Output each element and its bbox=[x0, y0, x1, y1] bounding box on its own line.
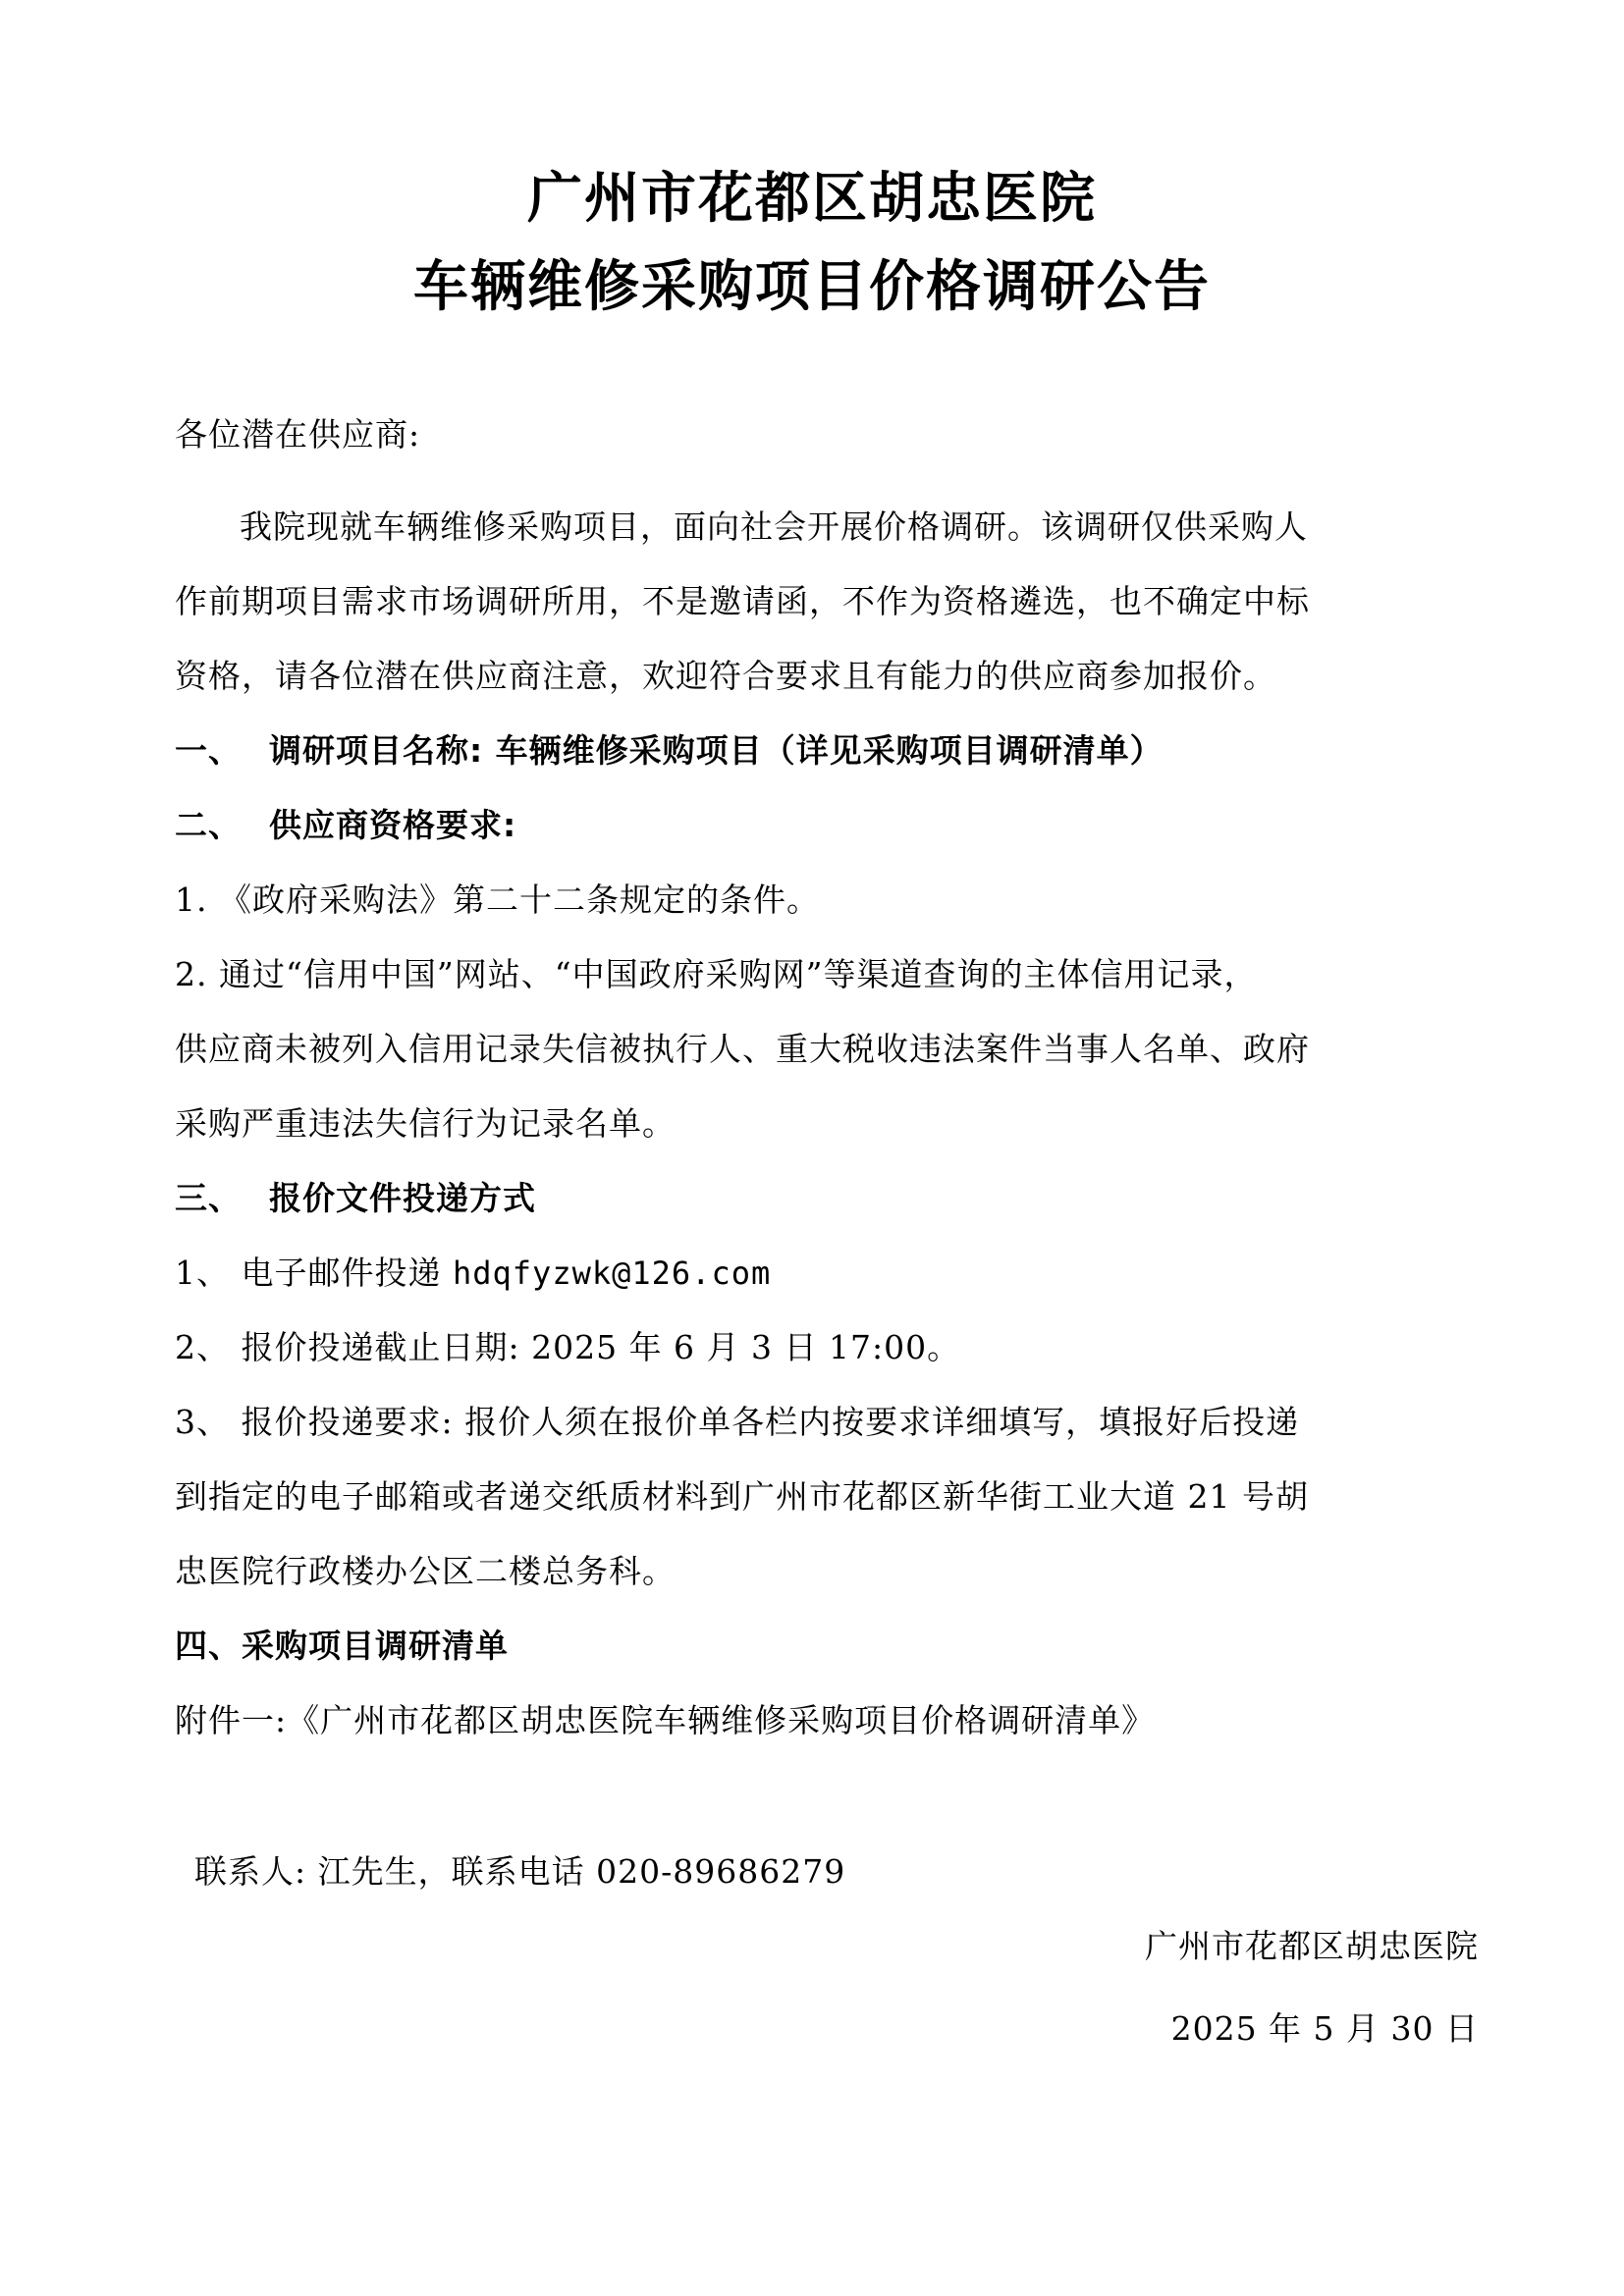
section-3-item-3-line-1: 3、 报价投递要求: 报价人须在报价单各栏内按要求详细填写，填报好后投递 bbox=[175, 1403, 1300, 1441]
section-1-text: 调研项目名称: 车辆维修采购项目（详见采购项目调研清单） bbox=[269, 731, 1164, 770]
section-2-number: 二、 bbox=[175, 806, 242, 844]
contact-info: 联系人: 江先生，联系电话 020-89686279 bbox=[194, 1852, 846, 1891]
document-title-line-1: 广州市花都区胡忠医院 bbox=[527, 167, 1097, 231]
section-3-text: 报价文件投递方式 bbox=[269, 1179, 536, 1217]
salutation: 各位潜在供应商: bbox=[175, 415, 421, 454]
signature-organization: 广州市花都区胡忠医院 bbox=[1145, 1927, 1479, 1965]
section-3-item-3-line-3: 忠医院行政楼办公区二楼总务科。 bbox=[175, 1552, 676, 1590]
section-2-item-2-line-2: 供应商未被列入信用记录失信被执行人、重大税收违法案件当事人名单、政府 bbox=[175, 1030, 1310, 1068]
signature-date: 2025 年 5 月 30 日 bbox=[1170, 2009, 1479, 2048]
section-1-heading bbox=[175, 728, 1164, 774]
email-link[interactable]: hdqfyzwk@126.com bbox=[452, 1255, 772, 1292]
section-1-number: 一、 bbox=[175, 731, 242, 770]
document-title-line-2: 车辆维修采购项目价格调研公告 bbox=[413, 255, 1211, 319]
section-2-item-2-line-1: 2. 通过“信用中国”网站、“中国政府采购网”等渠道查询的主体信用记录， bbox=[175, 955, 1258, 993]
section-3-heading bbox=[175, 1176, 536, 1221]
section-2-heading bbox=[175, 803, 516, 848]
section-2-item-1: 1. 《政府采购法》第二十二条规定的条件。 bbox=[175, 881, 820, 919]
section-3-item-2: 2、 报价投递截止日期: 2025 年 6 月 3 日 17:00。 bbox=[175, 1328, 961, 1366]
section-3-number: 三、 bbox=[175, 1179, 242, 1217]
section-3-item-3-line-2: 到指定的电子邮箱或者递交纸质材料到广州市花都区新华街工业大道 21 号胡 bbox=[175, 1477, 1309, 1516]
section-3-item-1-label: 1、 电子邮件投递 bbox=[175, 1254, 453, 1292]
section-2-item-2-line-3: 采购严重违法失信行为记录名单。 bbox=[175, 1104, 676, 1143]
attachment-reference: 附件一:《广州市花都区胡忠医院车辆维修采购项目价格调研清单》 bbox=[175, 1701, 1156, 1739]
section-2-text: 供应商资格要求: bbox=[269, 806, 517, 844]
intro-paragraph-line-3: 资格，请各位潜在供应商注意，欢迎符合要求且有能力的供应商参加报价。 bbox=[175, 657, 1276, 695]
intro-paragraph-line-1: 我院现就车辆维修采购项目，面向社会开展价格调研。该调研仅供采购人 bbox=[240, 507, 1308, 546]
section-3-item-1 bbox=[175, 1251, 771, 1296]
section-4-heading: 四、采购项目调研清单 bbox=[175, 1627, 509, 1665]
intro-paragraph-line-2: 作前期项目需求市场调研所用，不是邀请函，不作为资格遴选，也不确定中标 bbox=[175, 582, 1310, 620]
